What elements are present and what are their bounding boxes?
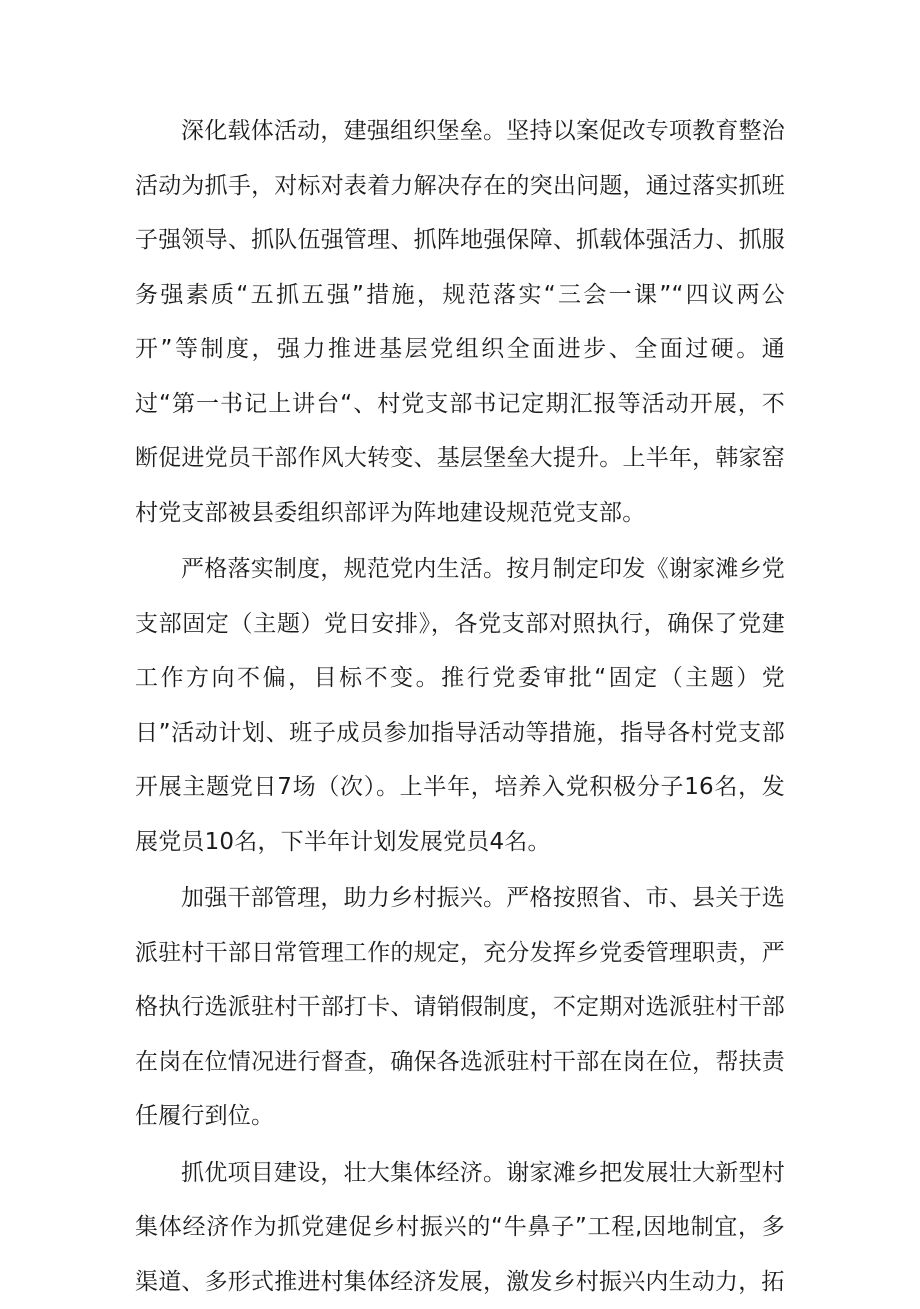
paragraph-organization-building: 深化载体活动，建强组织堡垒。坚持以案促改专项教育整治活动为抓手，对标对表着力解决存在的突出问题，通过落实抓班子强领导、抓队伍强管理、抓阵地强保障、抓载体强活力、抓服务强素质“五抓五强”措施，规范落实“三会一课”“四议两公开”等制度，强力推进基层党组织全面进步、全面过硬。通过“第一书记上讲台“、村党支部书记定期汇报等活动开展，不断促进党员干部作风大转变、基层堡垒大提升。上半年，韩家窑村党支部被县委组织部评为阵地建设规范党支部。 — [135, 104, 785, 540]
paragraph-cadre-management: 加强干部管理，助力乡村振兴。严格按照省、市、县关于选派驻村干部日常管理工作的规定，充分发挥乡党委管理职责，严格执行选派驻村干部打卡、请销假制度，不定期对选派驻村干部在岗在位情况进行督查，确保各选派驻村干部在岗在位，帮扶责任履行到位。 — [135, 871, 785, 1144]
paragraph-party-life-system: 严格落实制度，规范党内生活。按月制定印发《谢家滩乡党支部固定（主题）党日安排》，各党支部对照执行，确保了党建工作方向不偏，目标不变。推行党委审批“固定（主题）党日”活动计划、班子成员参加指导活动等措施，指导各村党支部开展主题党日7场（次）。上半年，培养入党积极分子16名，发展党员10名，下半年计划发展党员4名。 — [135, 542, 785, 869]
document-body — [135, 104, 785, 1309]
paragraph-collective-economy: 抓优项目建设，壮大集体经济。谢家滩乡把发展壮大新型村集体经济作为抓党建促乡村振兴的“牛鼻子”工程,因地制宜，多渠道、多形式推进村集体经济发展，激发乡村振兴内生动力，拓 — [135, 1146, 785, 1309]
